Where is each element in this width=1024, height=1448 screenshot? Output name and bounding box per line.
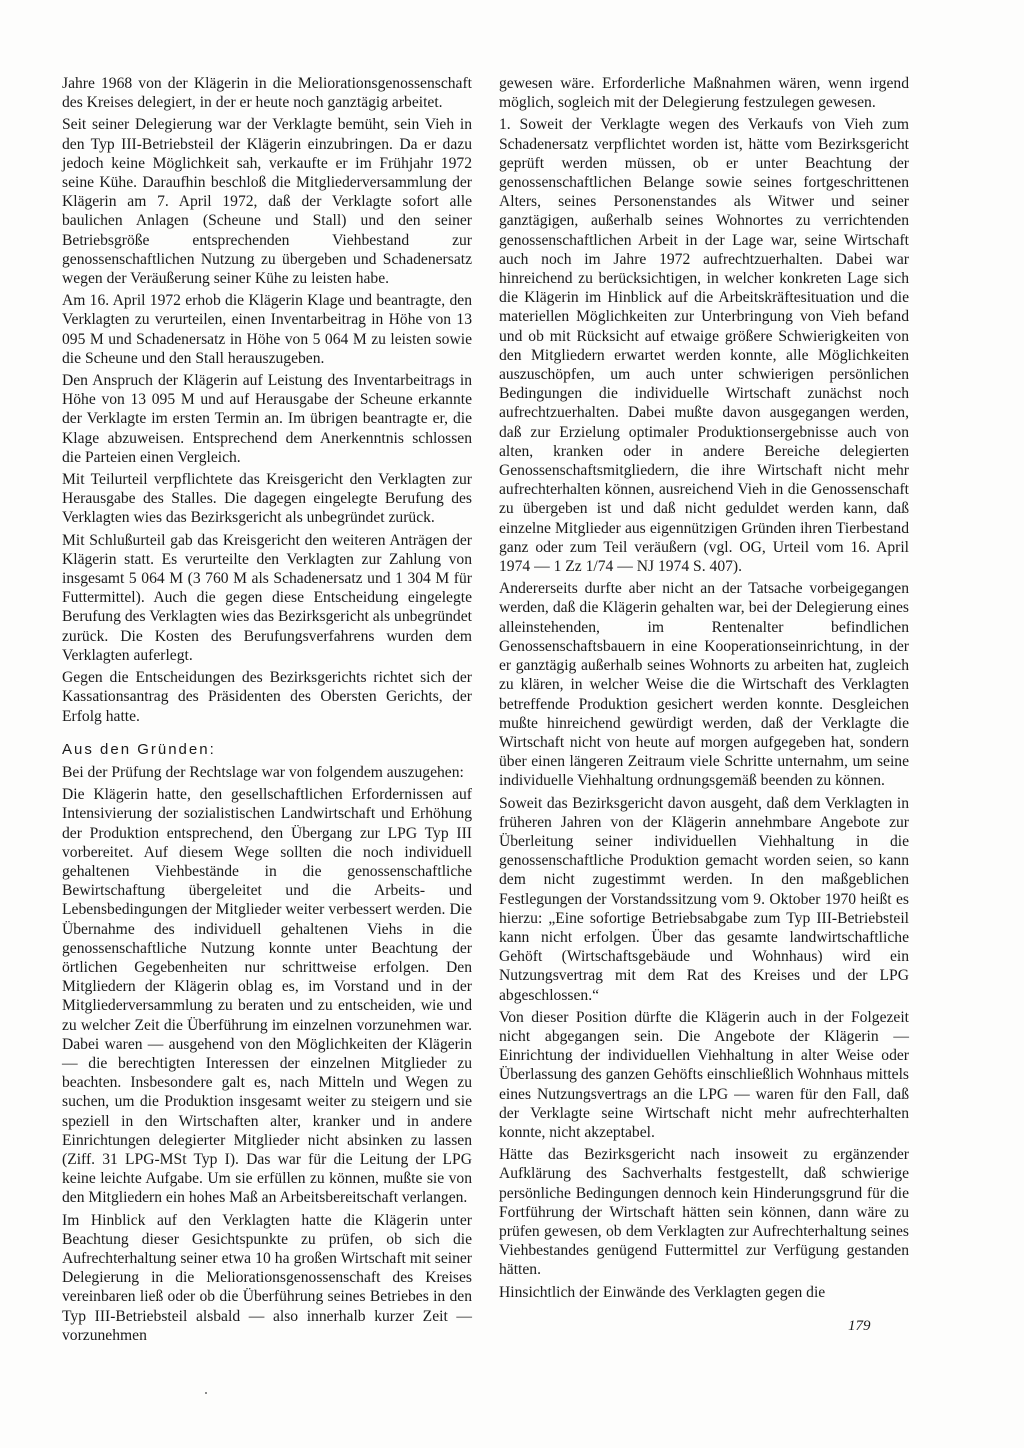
paragraph: Von dieser Position dürfte die Klägerin auch in der Folgezeit nicht abgegangen sein. Die Angebote der Klägerin — Einrichtung der individuellen Viehhaltung in alter Weise oder Überlassung des ganzen Gehöfts einschließlich Wohnhaus mittels eines Nutzungsvertrags an die LPG — waren für den Fall, daß der Verklagte seine Wirtschaft nicht mehr aufrechterhalten konnte, nicht akzeptabel. <box>499 1008 909 1141</box>
right-column <box>499 74 909 1305</box>
paragraph: Im Hinblick auf den Verklagten hatte die Klägerin unter Beachtung dieser Gesichtspunkte zu prüfen, ob sich die Aufrechterhaltung seiner etwa 10 ha großen Wirtschaft mit seiner Delegierung in die Meliorationsgenossenschaft des Kreises vereinbaren ließ oder ob die Überführung seines Betriebes in den Typ III-Betriebsteil alsbald — also innerhalb kurzer Zeit — vorzunehmen <box>62 1211 472 1344</box>
section-heading: Aus den Gründen: <box>62 740 216 758</box>
paragraph: Mit Schlußurteil gab das Kreisgericht den weiteren Anträgen der Klägerin statt. Es verurteilte den Verklagten zur Zahlung von insgesamt 5 064 M (3 760 M als Schadenersatz und 1 304 M für Futtermittel). Auch die gegen diese Entscheidung eingelegte Berufung des Verklagten wies das Bezirksgericht als unbegründet zurück. Die Kosten des Berufungsverfahrens wurden dem Verklagten auferlegt. <box>62 531 472 664</box>
page-number: 179 <box>848 1318 871 1334</box>
paragraph: Andererseits durfte aber nicht an der Tatsache vorbeigegangen werden, daß die Klägerin gehalten war, bei der Delegierung eines alleinstehenden, im Rentenalter befindlichen Genossenschaftsbauern in eine Kooperationseinrichtung, in der er ganztägig außerhalb seines Wohnorts zu arbeiten hat, zugleich zu klären, in welcher Weise die die Wirtschaft des Verklagten betreffende Produktion gesichert werden konnte. Desgleichen mußte hinreichend gewürdigt werden, daß der Verklagte die Wirtschaft nicht von heute auf morgen aufgegeben hat, sondern über einen längeren Zeitraum viele Schritte unternahm, um seine individuelle Viehhaltung ordnungsgemäß beenden zu können. <box>499 580 909 790</box>
paragraph: Gegen die Entscheidungen des Bezirksgerichts richtet sich der Kassationsantrag des Präsidenten des Obersten Gerichts, der Erfolg hatte. <box>62 669 472 725</box>
paragraph: Jahre 1968 von der Klägerin in die Meliorationsgenossenschaft des Kreises delegiert, in der er heute noch ganztägig arbeitet. <box>62 75 472 112</box>
paragraph: Den Anspruch der Klägerin auf Leistung des Inventarbeitrags in Höhe von 13 095 M und auf Herausgabe der Scheune erkannte der Verklagte im ersten Termin an. Im übrigen beantragte er, die Klage abzuweisen. Entsprechend dem Anerkenntnis schlossen die Parteien einen Vergleich. <box>62 372 472 466</box>
paragraph: Mit Teilurteil verpflichtete das Kreisgericht den Verklagten zur Herausgabe des Stalles. Die dagegen eingelegte Berufung des Verklagten wies das Bezirksgericht als unbegründet zurück. <box>62 471 472 527</box>
paragraph: 1. Soweit der Verklagte wegen des Verkaufs von Vieh zum Schadenersatz verpflichtet worden ist, hätte vom Bezirksgericht geprüft werden müssen, ob er unter Beachtung der genossenschaftlichen Belange sowie seines fortgeschrittenen Alters, seines Personenstandes als Witwer und seiner ganztägigen, außerhalb seines Wohnortes zu verrichtenden genossenschaftlichen Arbeit in der Lage war, seine Wirtschaft auch noch im Jahre 1972 aufrechtzuerhalten. Dabei war hinreichend zu berücksichtigen, in welcher konkreten Lage sich die Klägerin im Hinblick auf die Arbeitskräftesituation und die materiellen Möglichkeiten zur Unterbringung von Vieh befand und ob mit Rücksicht auf etwaige größere Schwierigkeiten von den Mitgliedern erwartet werden konnte, alle Möglichkeiten auszuschöpfen, um auch unter schwierigen persönlichen Bedingungen die individuelle Wirtschaft zunächst noch aufrechtzuerhalten. Dabei mußte davon ausgegangen werden, daß zur Erzielung optimaler Produktionsergebnisse auch von alten, kranken oder in andere Bereiche delegierten Genossenschaftsmitgliedern, die ihre Wirtschaft nicht mehr aufrechterhalten können, ausreichend Vieh in die Genossenschaft zu übergeben ist und daß nicht geduldet werden kann, daß einzelne Mitglieder aus eigennützigen Gründen ihren Tierbestand ganz oder zum Teil veräußern (vgl. OG, Urteil vom 16. April 1974 — 1 Zz 1/74 — NJ 1974 S. 407). <box>499 116 909 576</box>
paragraph: Am 16. April 1972 erhob die Klägerin Klage und beantragte, den Verklagten zu verurteilen, einen Inventarbeitrag in Höhe von 13 095 M und Schadenersatz in Höhe von 5 064 M zu leisten sowie die Scheune und den Stall herauszugeben. <box>62 292 472 367</box>
paragraph: Hätte das Bezirksgericht nach insoweit zu ergänzender Aufklärung des Sachverhalts festgestellt, daß schwierige persönliche Bedingungen dennoch kein Hinderungsgrund für die Fortführung der Wirtschaft hätten sein können, dann wäre zu prüfen gewesen, ob dem Verklagten zur Aufrechterhaltung seines Viehbestandes genügend Futtermittel zur Verfügung gestanden hätten. <box>499 1146 909 1279</box>
paragraph: Soweit das Bezirksgericht davon ausgeht, daß dem Verklagten in früheren Jahren von der Klägerin annehmbare Angebote zur Überleitung seiner individuellen Viehhaltung in die genossenschaftliche Produktion gemacht worden seien, so kann dem nicht zugestimmt werden. In den maßgeblichen Festlegungen der Vorstandssitzung vom 9. Oktober 1970 heißt es hierzu: „Eine sofortige Betriebsabgabe zum Typ III-Betriebsteil kann nicht erfolgen. Über das gesamte landwirtschaftliche Gehöft (Wirtschaftsgebäude und Wohnhaus) wird ein Nutzungsvertrag mit dem Rat des Kreises und der LPG abgeschlossen.“ <box>499 794 909 1004</box>
paragraph: Die Klägerin hatte, den gesellschaftlichen Erfordernissen auf Intensivierung der sozialistischen Landwirtschaft und Erhöhung der Produktion entsprechend, den Übergang zur LPG Typ III vorbereitet. Auf diesem Wege sollten die noch individuell gehaltenen Viehbestände in die genossenschaftliche Bewirtschaftung übergeleitet und die Arbeits- und Lebensbedingungen der Mitglieder weiter verbessert werden. Die Übernahme des individuell gehaltenen Viehs in die genossenschaftliche Nutzung konnte unter Beachtung der örtlichen Gegebenheiten nur schrittweise erfolgen. Den Mitgliedern der Klägerin oblag es, im Vorstand und in der Mitgliederversammlung zu beraten und zu entscheiden, wie und zu welcher Zeit die Überführung im einzelnen vorzunehmen war. Dabei waren — ausgehend von den Möglichkeiten der Klägerin — die berechtigten Interessen der einzelnen Mitglieder zu beachten. Insbesondere galt es, nach Mitteln und Wegen zu suchen, um die Produktion insgesamt weiter zu steigern und sie speziell in den Wirtschaften alter, kranker und in andere Einrichtungen delegierter Mitglieder nicht absinken zu lassen (Ziff. 31 LPG-MSt Typ I). Das war für die Leitung der LPG keine leichte Aufgabe. Um sie erfüllen zu können, mußte sie von den Mitgliedern ein hohes Maß an Arbeitsbereitschaft verlangen. <box>62 786 472 1207</box>
paragraph: gewesen wäre. Erforderliche Maßnahmen wären, wenn irgend möglich, sogleich mit der Delegierung festzulegen gewesen. <box>499 75 909 112</box>
paragraph: Hinsichtlich der Einwände des Verklagten gegen die <box>499 1283 826 1301</box>
scan-speck <box>205 1392 207 1394</box>
paragraph: Seit seiner Delegierung war der Verklagte bemüht, sein Vieh in den Typ III-Betriebsteil der Klägerin einzubringen. Da er dazu jedoch keine Möglichkeit sah, verkaufte er im Frühjahr 1972 seine Kühe. Daraufhin beschloß die Mitgliederversammlung der Klägerin am 7. April 1972, daß der Verklagte sofort alle baulichen Anlagen (Scheune und Stall) und den seiner Betriebsgröße entsprechenden Viehbestand zur genossenschaftlichen Nutzung zu übergeben und Schadenersatz wegen der Veräußerung seiner Kühe zu leisten habe. <box>62 116 472 288</box>
left-column <box>62 74 472 1348</box>
paragraph: Bei der Prüfung der Rechtslage war von folgendem auszugehen: <box>62 763 464 781</box>
